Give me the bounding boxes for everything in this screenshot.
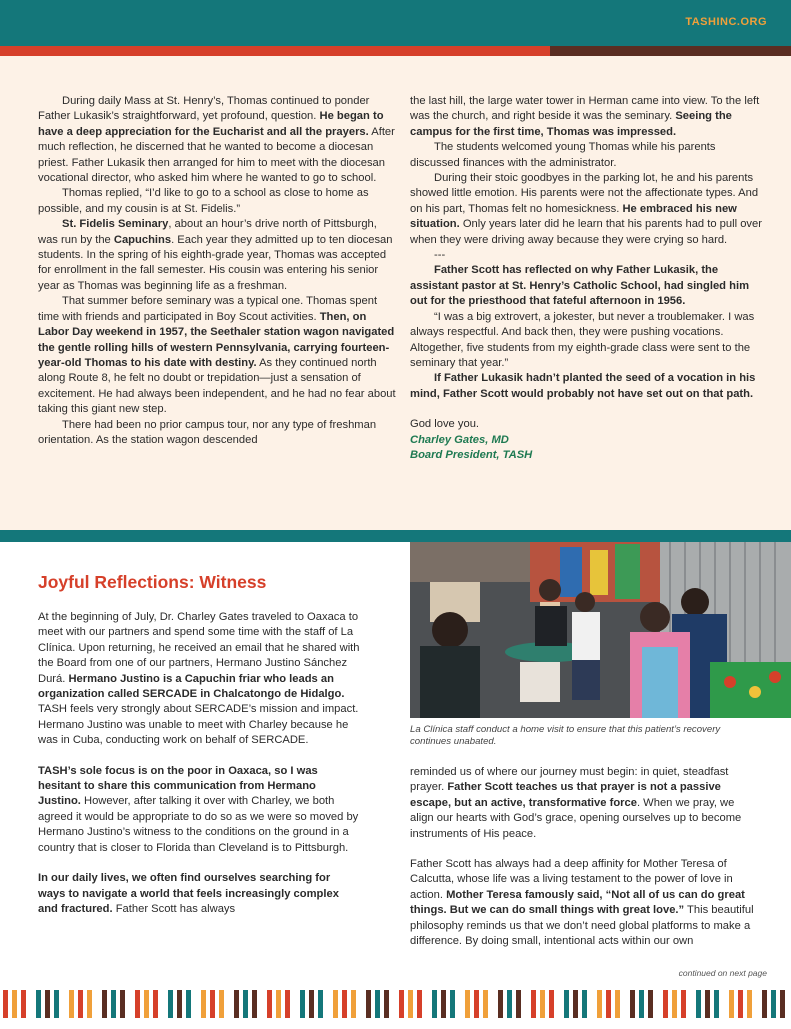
body-text: Only years later did he learn that his parents had to pull over when they were driving away because they were crying so hard. [410,218,762,246]
footer-pattern-bar [672,990,677,1018]
footer-pattern-graphic [0,984,791,1024]
body-text: TASH feels very strongly about SERCADE’s mission and impact. Hermano Justino was unable to meet with Charley because he was in Cuba, conducting work on behalf of SERCADE. [38,703,359,747]
footer-pattern-bar [135,990,140,1018]
body-text: However, after talking it over with Charley, we both agreed it would be appropriate to do so as we were so moved by Hermano Justino’s witness to the conditions on the ground in a country that is closer to Florida than Cleveland is to Pittsburgh. [38,795,359,854]
letter-paragraph [38,94,396,186]
footer-pattern-bar [78,990,83,1018]
body-text: During daily Mass at St. Henry’s, Thomas continued to ponder Father Lukasik’s straightforward, yet profound, question. [38,95,370,123]
article-paragraph [410,765,760,842]
bold-text: Hermano Justino is a Capuchin friar who leads an organization called SERCADE in Chalcatongo de Hidalgo. [38,672,345,701]
footer-pattern-bar [780,990,785,1018]
footer-pattern-bar [531,990,536,1018]
body-text: During their stoic goodbyes in the parking lot, he and his parents showed little emotion. His parents were not the affectionate types. And on his part, Thomas felt no homesickness. [410,172,759,215]
footer-pattern-bar [168,990,173,1018]
body-text: The students welcomed young Thomas while his parents discussed finances with the administrator. [410,141,716,169]
bold-text: Seeing the campus for the first time, Thomas was impressed. [410,110,732,138]
body-text: --- [434,249,446,262]
footer-pattern-bar [441,990,446,1018]
footer-pattern-bar [483,990,488,1018]
footer-pattern-bar [87,990,92,1018]
footer-pattern-bar [309,990,314,1018]
bold-text: TASH’s sole focus is on the poor in Oaxaca, so I was hesitant to share this communication from Hermano Justino. [38,764,318,808]
article-column-left [38,610,360,932]
footer-pattern-bar [285,990,290,1018]
article-paragraph [38,610,360,749]
footer-pattern-bar [351,990,356,1018]
header-stripe-brown [550,46,791,56]
footer-pattern-bar [300,990,305,1018]
footer-pattern-bar [630,990,635,1018]
body-text: . When we pray, we align our hearts with God’s grace, opening ourselves up to become instruments of His peace. [410,796,742,840]
bold-text: In our daily lives, we often find ourselves searching for ways to navigate a world that feels increasingly complex and fractured. [38,872,339,915]
header-stripe-red [0,46,550,56]
footer-pattern-bar [102,990,107,1018]
body-text: . Each year they admitted up to ten diocesan students. In the spring of his eighth-grade year, Thomas was accepted for enrollment in the fall semester. His cousin was entering his senior year as Thomas was beginning life as a freshman. [38,233,393,292]
closing: God love you. [410,418,480,431]
letter-paragraph [38,294,396,417]
footer-pattern-bar [120,990,125,1018]
letter-paragraph [38,186,396,217]
bold-text: If Father Lukasik hadn’t planted the seed of a vocation in his mind, Father Scott would probably not have set out on that path. [410,372,756,400]
footer-pattern-bar [516,990,521,1018]
article-paragraph [38,871,360,917]
footer-pattern-bar [639,990,644,1018]
footer-pattern-bar [219,990,224,1018]
bold-text: Father Scott teaches us that prayer is not a passive escape, but an active, transformative force [410,781,721,809]
footer-pattern-bar [747,990,752,1018]
body-text: , about an hour’s drive north of Pittsburgh, was run by the [38,218,377,246]
footer-pattern-bar [564,990,569,1018]
footer-pattern-bar [333,990,338,1018]
article-paragraph [410,857,760,949]
letter-paragraph [410,310,768,372]
bold-text: Then, on Labor Day weekend in 1957, the Seethaler station wagon navigated the gentle rolling hills of western Pennsylvania, carrying fourteen-year-old Thomas to his date with destiny. [38,310,395,369]
body-text: the last hill, the large water tower in Herman came into view. To the left was the church, and right beside it was the seminary. [410,95,760,123]
footer-pattern-bar [252,990,257,1018]
footer-pattern-bar [234,990,239,1018]
footer-pattern-bar [432,990,437,1018]
body-text: This beautiful philosophy reminds us that we don’t need global platforms to make a difference. By doing small, intentional acts within our own [410,904,754,948]
bold-text: Father Scott has reflected on why Father Lukasik, the assistant pastor at St. Henry’s Catholic School, had singled him out for the priesthood that fateful afternoon in 1956. [410,264,750,308]
footer-pattern-bar [549,990,554,1018]
footer-pattern-bar [21,990,26,1018]
body-text: After much reflection, he discerned that he wanted to become a diocesan priest. Father Lukasik then arranged for him to meet with the diocesan vocational director, who asked him where he wanted to go to school. [38,125,395,185]
footer-pattern-bar [186,990,191,1018]
letter-paragraph [410,248,768,263]
footer-pattern-bar [375,990,380,1018]
footer-pattern-bar [384,990,389,1018]
footer-pattern-bar [507,990,512,1018]
footer-pattern-bar [450,990,455,1018]
header-bar [0,0,791,46]
footer-pattern-bar [540,990,545,1018]
footer-pattern-bar [243,990,248,1018]
footer-pattern-bar [45,990,50,1018]
letter-paragraph [38,217,396,294]
footer-pattern-bar [408,990,413,1018]
site-url[interactable]: TASHINC.ORG [685,16,767,28]
letter-paragraph [410,371,768,402]
footer-pattern-bar [696,990,701,1018]
footer-pattern-bar [54,990,59,1018]
footer-pattern-bar [12,990,17,1018]
footer-pattern-bar [729,990,734,1018]
footer-pattern-bar [318,990,323,1018]
bold-text: St. Fidelis Seminary [62,218,169,231]
continued-note: continued on next page [678,968,767,978]
footer-pattern-bar [771,990,776,1018]
footer-pattern-bar [474,990,479,1018]
footer-pattern-bar [177,990,182,1018]
article-heading: Joyful Reflections: Witness [38,572,267,592]
footer-pattern-bar [144,990,149,1018]
body-text: That summer before seminary was a typical one. Thomas spent time with friends and participated in Boy Scout activities. [38,295,378,323]
footer-pattern-bar [714,990,719,1018]
clinic-photo [410,542,791,718]
signature-name: Charley Gates, MD [410,433,509,446]
letter-paragraph [38,418,396,449]
footer-pattern-bar [153,990,158,1018]
body-text: There had been no prior campus tour, nor any type of freshman orientation. As the station wagon descended [38,418,377,446]
letter-right-body [410,94,768,402]
letter-column-right [410,94,768,463]
section-divider [0,530,791,542]
footer-pattern-bar [36,990,41,1018]
article-column-right [410,765,760,964]
footer-pattern-bar [465,990,470,1018]
body-text: reminded us of where our journey must begin: in quiet, steadfast prayer. [410,766,729,794]
footer-pattern-bar [399,990,404,1018]
footer-pattern-bar [663,990,668,1018]
footer-pattern-bar [3,990,8,1018]
footer-pattern-bar [201,990,206,1018]
letter-paragraph [410,140,768,171]
body-text: Thomas replied, “I’d like to go to a school as close to home as possible, and my cousin is at St. Fidelis.” [38,187,369,215]
footer-pattern-bar [573,990,578,1018]
photo-caption: La Clínica staff conduct a home visit to ensure that this patient’s recovery continues unabated. [410,724,721,747]
bold-text: He embraced his new situation. [410,202,737,231]
letter-column-left [38,94,396,448]
body-text: Father Scott has always had a deep affinity for Mother Teresa of Calcutta, whose life was a living testament to the power of love in action. [410,858,733,901]
footer-pattern-bar [366,990,371,1018]
footer-pattern-bar [69,990,74,1018]
article-paragraph [38,764,360,856]
letter-paragraph [410,94,768,140]
bold-text: He began to have a deep appreciation for the Eucharist and all the prayers. [38,110,384,138]
footer-pattern-bar [681,990,686,1018]
clinic-photo-illustration [410,542,791,718]
footer-pattern-bar [762,990,767,1018]
footer-pattern-bar [606,990,611,1018]
footer-pattern-bar [342,990,347,1018]
letter-paragraph [410,171,768,248]
body-text: “I was a big extrovert, a jokester, but never a troublemaker. I was always respectful. And back then, they were pushing vocations. Altogether, five students from my eighth-grade class were sent to the seminary that year.” [410,310,755,369]
footer-pattern-bar [582,990,587,1018]
body-text: Father Scott has always [112,902,236,915]
footer-pattern-bar [615,990,620,1018]
footer-pattern-bar [417,990,422,1018]
bold-text: Capuchins [113,233,172,246]
footer-pattern-bar [276,990,281,1018]
footer-pattern-bar [111,990,116,1018]
footer-pattern [0,984,791,1024]
body-text: At the beginning of July, Dr. Charley Gates traveled to Oaxaca to meet with our partners and spend some time with the staff of La Clínica. Upon returning, he received an email that he shared with the Board from one of our partners, Hermano Justino Sánchez Durá. [38,611,360,685]
footer-pattern-bar [597,990,602,1018]
bold-text: Mother Teresa famously said, “Not all of us can do great things. But we can do small things with great love.” [410,888,745,917]
letter-paragraph [410,263,768,309]
body-text: As they continued north along Route 8, he felt no doubt or trepidation—just a sensation of excitement. He had always been independent, and he had no fear about taking this giant new step. [38,356,396,416]
footer-pattern-bar [738,990,743,1018]
footer-pattern-bar [648,990,653,1018]
footer-pattern-bar [267,990,272,1018]
footer-pattern-bar [705,990,710,1018]
signature-title: Board President, TASH [410,448,533,461]
footer-pattern-bar [210,990,215,1018]
footer-pattern-bar [498,990,503,1018]
